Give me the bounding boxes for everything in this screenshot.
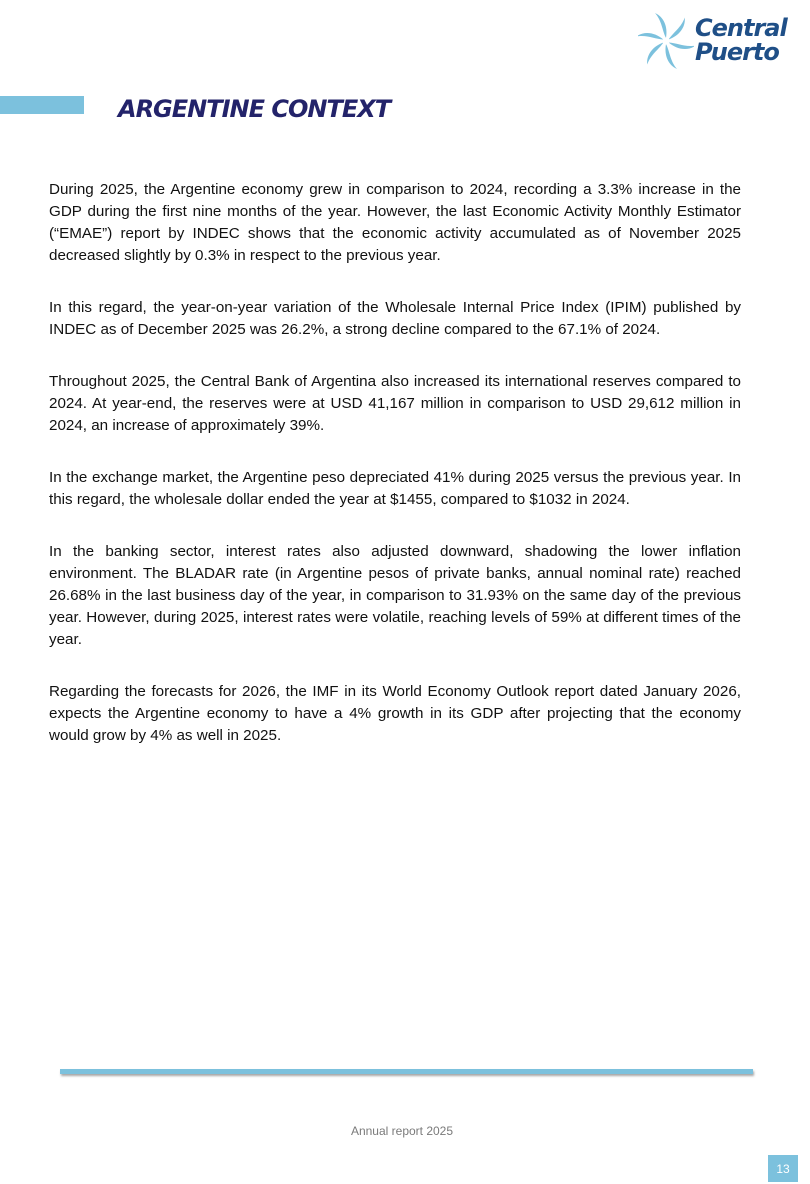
brand-name-line2: Puerto [695,38,779,66]
title-accent-bar [0,96,84,114]
footer-divider [60,1069,753,1074]
page-number-badge: 13 [768,1155,798,1182]
paragraph-gdp: During 2025, the Argentine economy grew in comparison to 2024, recording a 3.3% increase in the GDP during the first nine months of the year. However, the last Economic Activity Monthly Estimator (“EMAE”) report by INDEC shows that the economic activity accumulated as of November 2025 decreased slightly by 0.3% in respect to the previous year. [49,181,741,264]
paragraph-forecasts: Regarding the forecasts for 2026, the IMF in its World Economy Outlook report dated January 2026, expects the Argentine economy to have a 4% growth in its GDP after projecting that the economy would grow by 4% as well in 2025. [49,683,741,744]
body-text [49,179,741,777]
company-logo [638,10,800,72]
brand-name [695,16,787,64]
paragraph-ipim: In this regard, the year-on-year variation of the Wholesale Internal Price Index (IPIM) published by INDEC as of December 2025 was 26.2%, a strong decline compared to the 67.1% of 2024. [49,299,741,338]
page-title: ARGENTINE CONTEXT [118,95,391,123]
paragraph-reserves: Throughout 2025, the Central Bank of Argentina also increased its international reserves compared to 2024. At year-end, the reserves were at USD 41,167 million in comparison to USD 29,612 million in 2024, an increase of approximately 39%. [49,373,741,434]
paragraph-exchange: In the exchange market, the Argentine peso depreciated 41% during 2025 versus the previous year. In this regard, the wholesale dollar ended the year at $1455, compared to $1032 in 2024. [49,469,741,508]
brand-name-line1: Central [695,14,787,42]
paragraph-interest-rates: In the banking sector, interest rates also adjusted downward, shadowing the lower inflation environment. The BLADAR rate (in Argentine pesos of private banks, annual nominal rate) reached 26.68% in the last business day of the year, in comparison to 31.93% on the same day of the previous year. However, during 2025, interest rates were volatile, reaching levels of 59% at different times of the year. [49,543,741,648]
pinwheel-logo-icon [638,10,694,72]
footer-label: Annual report 2025 [350,1124,454,1138]
